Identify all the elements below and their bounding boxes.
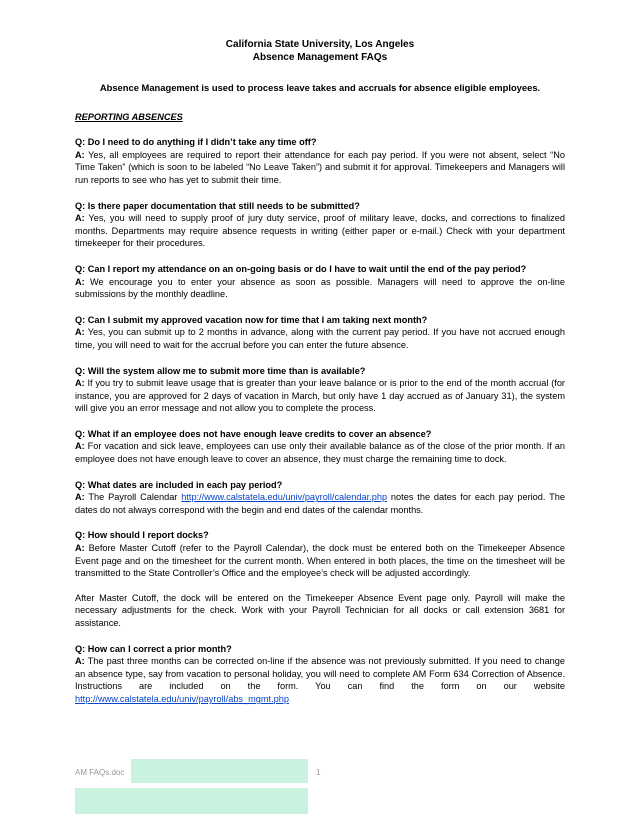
footer-highlight-block [75,788,308,814]
answer-label: A: [75,276,85,287]
document-title [75,38,565,64]
answer-label: A: [75,492,85,503]
faq-question: Q: How can I correct a prior month? [75,643,232,654]
title-faqs: Absence Management FAQs [252,52,388,63]
faq-item [75,314,565,352]
answer-text: If you try to submit leave usage that is greater than your leave balance or is prior to the end of the month accrual (for instance, you are approved for 2 days of vacation in March, but only have 1 day accrued as of January 31), the system will give you an error message and not allow you to complete the process. [75,378,565,414]
answer-label: A: [75,543,85,554]
answer-text: Before Master Cutoff (refer to the Payroll Calendar), the dock must be entered both on the Timekeeper Absence Event page and on the timesheet for the current month. When entered in both places, the time on the timesheet will be transmitted to the State Controller’s Office and the employee’s check will be adjusted accordingly. [75,543,565,579]
faq-question: Q: Will the system allow me to submit more time than is available? [75,365,366,376]
faq-answer [75,542,565,580]
answer-label: A: [75,213,85,224]
faq-answer [75,440,565,465]
faq-answer [75,276,565,301]
faq-item-correction [75,643,565,706]
footer-page-number: 1 [316,768,321,777]
answer-text: For vacation and sick leave, employees can use only their available balance as of the close of the prior month. If an employee does not have enough leave to cover an absence, they must charge the remaining time to dock. [75,441,565,465]
payroll-calendar-link[interactable]: http://www.calstatela.edu/univ/payroll/calendar.php [181,492,388,503]
faq-item [75,200,565,250]
faq-question: Q: How should I report docks? [75,530,209,541]
faq-item-calendar [75,479,565,517]
faq-item [75,365,565,415]
answer-text: Yes, you can submit up to 2 months in advance, along with the current pay period. If you have not accrued enough time, you will need to wait for the accrual before you can enter the future absence. [75,327,565,350]
intro-statement: Absence Management is used to process leave takes and accruals for absence eligible employees. [99,82,541,93]
answer-label: A: [75,656,85,667]
answer-text: We encourage you to enter your absence as soon as possible. Managers will need to approve the on-line submissions by the monthly deadline. [75,276,565,300]
faq-question: Q: Do I need to do anything if I didn’t take any time off? [75,137,317,148]
faq-answer [75,491,565,516]
footer-highlight-block [131,759,308,783]
answer-text: notes the dates for each pay period. The dates do not always correspond with the begin and end dates of the calendar months. [75,492,565,515]
answer-label: A: [75,378,85,389]
section-heading: REPORTING ABSENCES [75,111,183,122]
faq-answer [75,149,565,187]
answer-text: Yes, you will need to supply proof of jury duty service, proof of military leave, docks, and corrections to finalized months. Departments may require absence requests in writing (either paper or e-mail.) Check with your department timekeeper for their procedures. [75,213,565,249]
answer-text: The past three months can be corrected on-line if the absence was not previously submitted. If you need to change an absence type, say from vacation to personal holiday, you will need to complete AM Form 634 Correction of Absence. Instructions are included on the form. You can find the form on our website [75,656,565,692]
footer-filename: AM FAQs.doc [75,768,125,777]
faq-question: Q: What dates are included in each pay period? [75,479,283,490]
faq-question: Q: Is there paper documentation that still needs to be submitted? [75,200,360,211]
document-page [75,38,565,706]
answer-label: A: [75,441,85,452]
faq-answer [75,212,565,250]
faq-answer [75,377,565,415]
answer-label: A: [75,149,85,160]
title-university: California State University, Los Angeles [225,39,415,50]
faq-item [75,136,565,186]
faq-item-docks [75,529,565,629]
faq-question: Q: What if an employee does not have enough leave credits to cover an absence? [75,428,432,439]
faq-answer [75,655,565,705]
answer-label: A: [75,327,85,338]
faq-question: Q: Can I report my attendance on an on-going basis or do I have to wait until the end of the pay period? [75,263,527,274]
faq-question: Q: Can I submit my approved vacation now for time that I am taking next month? [75,314,428,325]
faq-item [75,263,565,301]
absence-management-link[interactable]: http://www.calstatela.edu/univ/payroll/abs_mgmt.php [75,693,289,704]
faq-answer-continued: After Master Cutoff, the dock will be entered on the Timekeeper Absence Event page only. Payroll will make the necessary adjustments for the check. Work with your Payroll Technician for all docks or call extension 3681 for assistance. [75,592,565,628]
faq-answer [75,326,565,351]
faq-item [75,428,565,466]
answer-text: Yes, all employees are required to report their attendance for each pay period. If you were not absent, select “No Time Taken” (which is soon to be labeled “No Leave Taken”) and submit it for approval. Timekeepers and Managers will run reports to see who has yet to submit their time. [75,149,565,185]
answer-text: The Payroll Calendar [84,492,182,503]
